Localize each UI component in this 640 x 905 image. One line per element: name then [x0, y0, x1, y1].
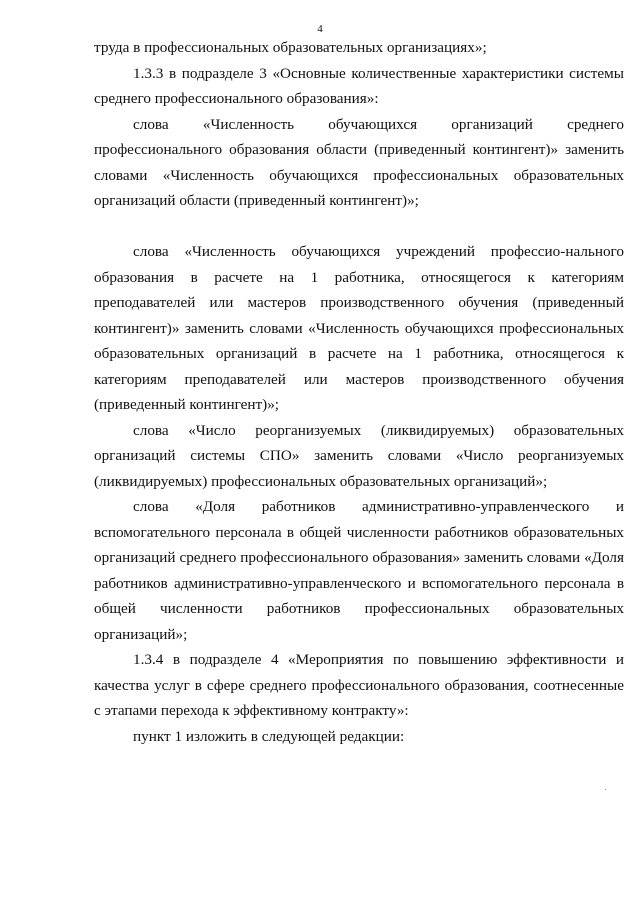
paragraph-replace-students-per-teacher: слова «Численность обучающихся учреждений профессио-нального образования в расчете на 1 работника, относящегося к категориям преподавателей или мастеров производственного обучения (приведенный контингент)» заменить словами «Численность обучающихся профессиональных образовательных организаций в расчете на 1 работника, относящегося к категориям преподавателей или мастеров производственного обучения (приведенный контингент)»; [94, 243, 624, 413]
paragraph-replace-student-count: слова «Численность обучающихся организаций среднего профессионального образования области (приведенный контингент)» заменить словами «Численность обучающихся профессиональных образовательных организаций области (приведенный контингент)»; [94, 115, 624, 209]
scan-speck [605, 789, 606, 790]
paragraph-replace-staff-share: слова «Доля работников административно-управленческого и вспомогательного персонала в общей численности работников образовательных организаций среднего профессионального образования» заменить словами «Доля работников административно-управленческого и вспомогательного персонала в общей численности работников профессиональных образовательных организаций»; [94, 498, 624, 643]
paragraph-point-1-new-edition: пункт 1 изложить в следующей редакции: [133, 727, 405, 745]
paragraph-item-1-3-4: 1.3.4 в подразделе 4 «Мероприятия по повышению эффективности и качества услуг в сфере среднего профессионального образования, соотнесенные с этапами перехода к эффективному контракту»: [94, 651, 624, 719]
page-number: 4 [317, 23, 323, 35]
paragraph-item-1-3-3: 1.3.3 в подразделе 3 «Основные количественные характеристики системы среднего профессионального образования»: [94, 64, 624, 107]
paragraph-replace-reorganized-count: слова «Число реорганизуемых (ликвидируемых) образовательных организаций системы СПО» заменить словами «Число реорганизуемых (ликвидируемых) профессиональных образовательных организаций»; [94, 421, 624, 490]
document-body [94, 35, 624, 749]
paragraph-continuation: труда в профессиональных образовательных организациях»; [94, 39, 487, 56]
